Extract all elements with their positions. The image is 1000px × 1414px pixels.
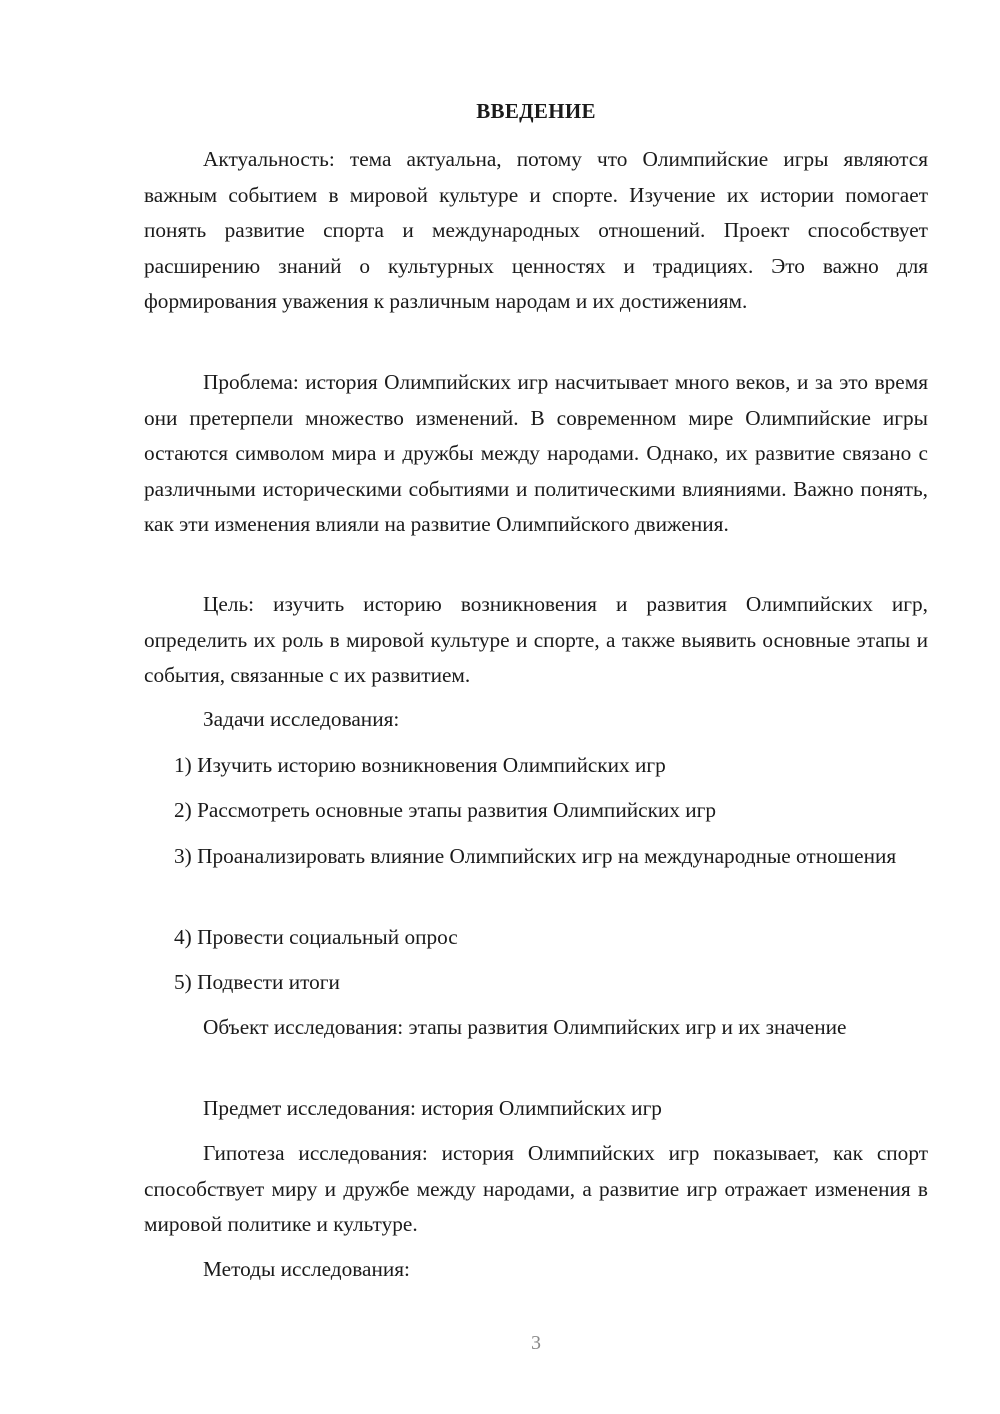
- hypothesis-paragraph: Гипотеза исследования: история Олимпийских игр показывает, как спорт способствует миру и дружбе между народами, а развитие игр отражает изменения в мировой политике и культуре.: [144, 1141, 928, 1236]
- list-item: 4) Провести социальный опрос: [174, 925, 458, 949]
- list-item: 1) Изучить историю возникновения Олимпийских игр: [174, 753, 666, 777]
- methods-heading: Методы исследования:: [203, 1257, 410, 1281]
- list-item: 5) Подвести итоги: [174, 970, 340, 994]
- tasks-heading: Задачи исследования:: [203, 707, 400, 731]
- relevance-paragraph: Актуальность: тема актуальна, потому что Олимпийские игры являются важным событием в мировой культуре и спорте. Изучение их истории помогает понять развитие спорта и международных отношений. Проект способствует расширению знаний о культурных ценностях и традициях. Это важно для формирования уважения к различным народам и их достижениям.: [144, 147, 928, 313]
- page-title: ВВЕДЕНИЕ: [476, 99, 596, 123]
- list-item: 2) Рассмотреть основные этапы развития Олимпийских игр: [174, 798, 717, 822]
- page-number: 3: [531, 1332, 541, 1354]
- subject-paragraph: Предмет исследования: история Олимпийских игр: [203, 1096, 662, 1120]
- problem-paragraph: Проблема: история Олимпийских игр насчитывает много веков, и за это время они претерпели множество изменений. В современном мире Олимпийские игры остаются символом мира и дружбы между народами. Однако, их развитие связано с различными историческими событиями и политическими влияниями. Важно понять, как эти изменения влияли на развитие Олимпийского движения.: [144, 370, 928, 536]
- goal-paragraph: Цель: изучить историю возникновения и развития Олимпийских игр, определить их роль в мировой культуре и спорте, а также выявить основные этапы и события, связанные с их развитием.: [144, 592, 928, 687]
- list-item: 3) Проанализировать влияние Олимпийских игр на международные отношения: [174, 844, 897, 868]
- object-paragraph: Объект исследования: этапы развития Олимпийских игр и их значение: [203, 1015, 847, 1039]
